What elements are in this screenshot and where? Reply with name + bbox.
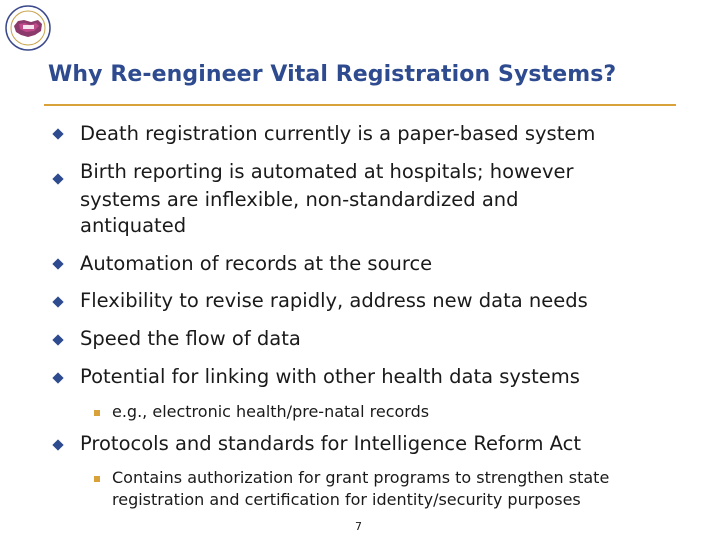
bullet-text-line: antiquated (80, 214, 187, 237)
slide-title: Why Re-engineer Vital Registration Systems? (48, 62, 617, 87)
sub-bullet-text-line: Contains authorization for grant programs to strengthen state (112, 468, 610, 487)
sub-bullet-square-icon (94, 410, 100, 416)
bullet-text-line: systems are inflexible, non-standardized and (80, 188, 519, 211)
bullet-text: Automation of records at the source (80, 252, 433, 275)
sub-bullet-text-line: registration and certification for identity/security purposes (112, 490, 581, 509)
bullet-diamond-icon (52, 372, 63, 383)
bullet-diamond-icon (52, 439, 63, 450)
bullet-diamond-icon (52, 258, 63, 269)
sub-bullet-text: e.g., electronic health/pre-natal records (112, 402, 430, 421)
title-divider (44, 104, 676, 106)
bullet-text: Death registration currently is a paper-based system (80, 122, 596, 145)
sub-bullet-square-icon (94, 476, 100, 482)
bullet-diamond-icon (52, 128, 63, 139)
bullet-text: Speed the flow of data (80, 327, 301, 350)
bullet-diamond-icon (52, 334, 63, 345)
bullet-text: Flexibility to revise rapidly, address new data needs (80, 289, 588, 312)
bullet-diamond-icon (52, 296, 63, 307)
bullet-text: Protocols and standards for Intelligence Reform Act (80, 432, 582, 455)
page-number: 7 (355, 520, 362, 533)
bullet-text: Potential for linking with other health data systems (80, 365, 580, 388)
organization-logo-icon (4, 4, 52, 52)
bullet-diamond-icon (52, 173, 63, 184)
bullet-text-line: Birth reporting is automated at hospitals; however (80, 160, 574, 183)
